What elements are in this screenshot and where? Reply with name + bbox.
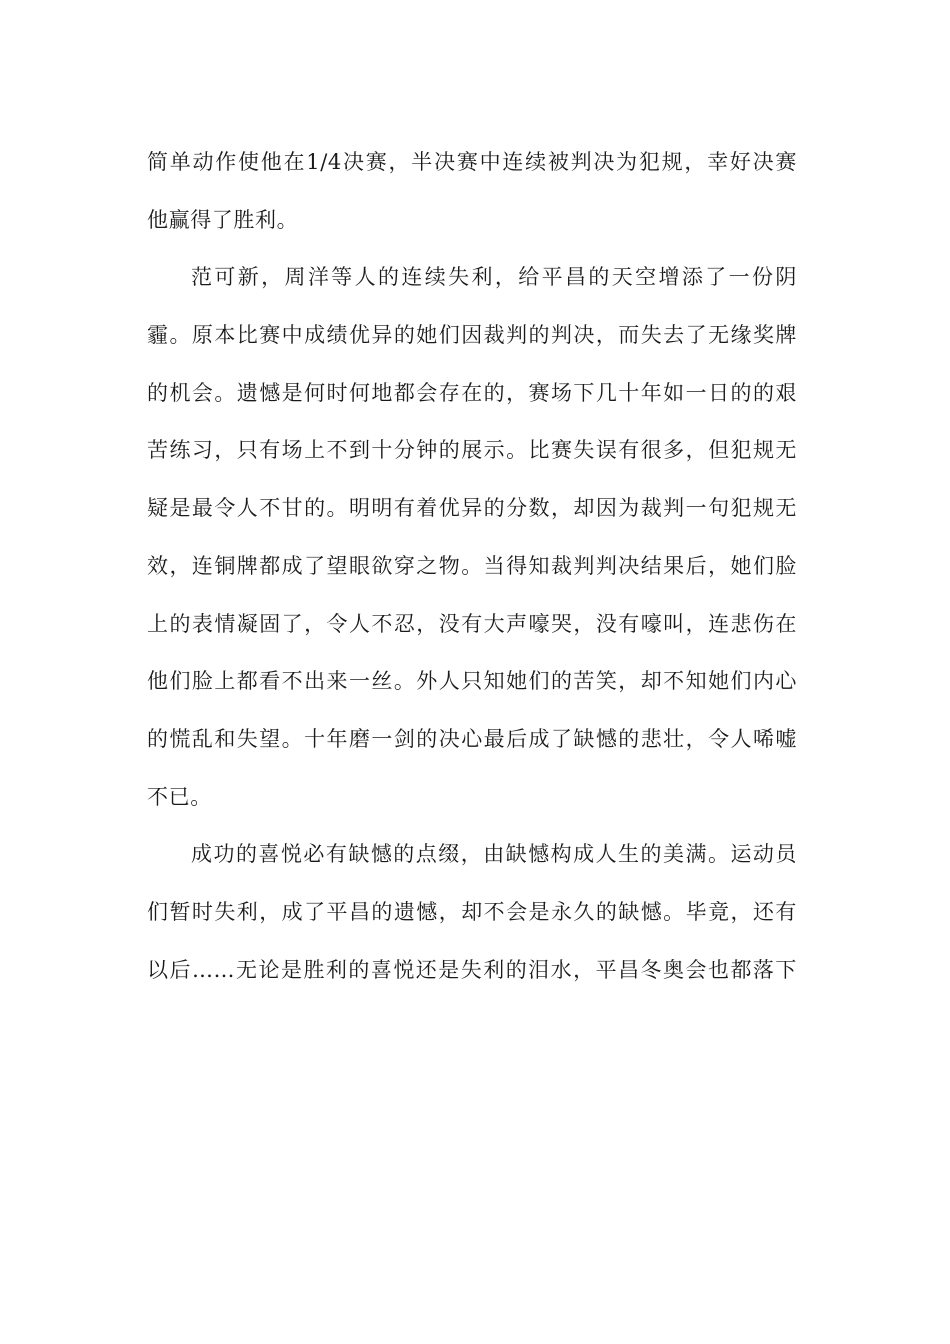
text-line: 以后……无论是胜利的喜悦还是失利的泪水，平昌冬奥会也都落下 [147, 957, 797, 982]
text-line: 效，连铜牌都成了望眼欲穿之物。当得知裁判判决结果后，她们脸 [147, 553, 797, 578]
text-line: 他们脸上都看不出来一丝。外人只知她们的苦笑，却不知她们内心 [147, 669, 797, 694]
text-line: 霾。原本比赛中成绩优异的她们因裁判的判决，而失去了无缘奖牌 [147, 323, 797, 348]
text-line: 简单动作使他在1/4决赛，半决赛中连续被判决为犯规，幸好决赛 [147, 150, 797, 174]
paragraph-first-line: 范可新，周洋等人的连续失利，给平昌的天空增添了一份阴 [191, 265, 797, 290]
text-line: 疑是最令人不甘的。明明有着优异的分数，却因为裁判一句犯规无 [147, 496, 797, 521]
text-line: 上的表情凝固了，令人不忍，没有大声嚎哭，没有嚎叫，连悲伤在 [147, 611, 797, 636]
body-text [147, 134, 797, 999]
text-line: 们暂时失利，成了平昌的遗憾，却不会是永久的缺憾。毕竟，还有 [147, 899, 797, 924]
text-line: 不已。 [147, 784, 212, 809]
paragraph-first-line: 成功的喜悦必有缺憾的点缀，由缺憾构成人生的美满。运动员 [191, 842, 797, 867]
text-line: 的慌乱和失望。十年磨一剑的决心最后成了缺憾的悲壮，令人唏嘘 [147, 726, 797, 751]
text-line: 的机会。遗憾是何时何地都会存在的，赛场下几十年如一日的的艰 [147, 380, 797, 405]
text-line: 苦练习，只有场上不到十分钟的展示。比赛失误有很多，但犯规无 [147, 438, 797, 463]
text-line: 他赢得了胜利。 [147, 207, 299, 232]
